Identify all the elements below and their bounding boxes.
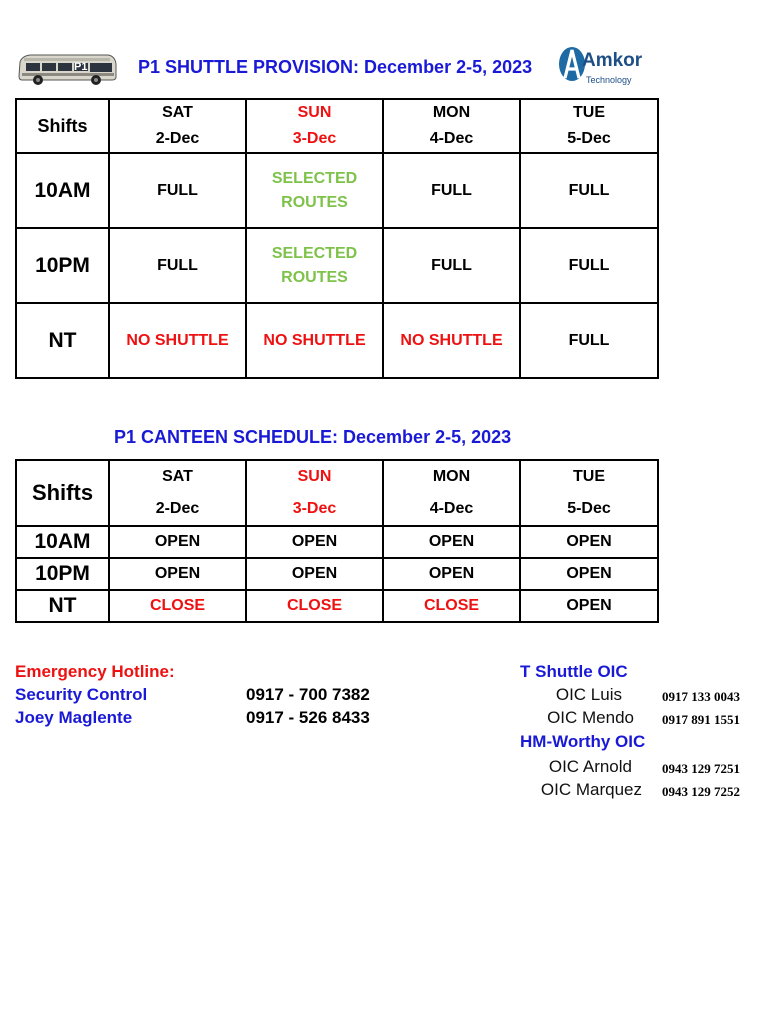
day-header-mon [383, 460, 520, 526]
logo-subtext: Technology [586, 75, 632, 85]
table-row [16, 590, 658, 622]
day-date: 2-Dec [155, 130, 200, 147]
shuttle-title: P1 SHUTTLE PROVISION: December 2-5, 2023 [138, 57, 533, 77]
oic-name: OIC Mendo [547, 708, 634, 727]
day-date: 4-Dec [429, 130, 474, 147]
oic-phone: 0943 129 7251 [662, 761, 740, 776]
status-cell: CLOSE [383, 590, 520, 622]
shifts-header: Shifts [16, 460, 109, 526]
status-cell: NO SHUTTLE [109, 303, 246, 378]
status-cell: NO SHUTTLE [246, 303, 383, 378]
table-row [16, 526, 658, 558]
status-cell: OPEN [520, 590, 658, 622]
amkor-logo [556, 38, 643, 92]
canteen-title: P1 CANTEEN SCHEDULE: December 2-5, 2023 [114, 427, 512, 447]
table-row [16, 153, 658, 228]
emergency-heading: Emergency Hotline: [15, 662, 175, 681]
status-cell: FULL [520, 303, 658, 378]
contact-name: Joey Maglente [15, 708, 133, 727]
day-date: 2-Dec [155, 500, 200, 517]
day-date: 5-Dec [567, 130, 611, 147]
status-cell: FULL [383, 153, 520, 228]
shift-label: NT [16, 303, 109, 378]
shift-label: 10PM [16, 228, 109, 303]
status-cell: SELECTED ROUTES [246, 153, 383, 228]
day-header-tue [520, 460, 658, 526]
status-cell: OPEN [109, 558, 246, 590]
oic-name: OIC Luis [555, 685, 622, 704]
status-cell: NO SHUTTLE [383, 303, 520, 378]
status-cell: SELECTED ROUTES [246, 228, 383, 303]
oic-name: OIC Marquez [540, 780, 642, 799]
day-name: SUN [297, 468, 332, 485]
contact-phone: 0917 - 526 8433 [246, 708, 370, 727]
shift-label: 10AM [16, 526, 109, 558]
bus-image [16, 50, 118, 86]
table-row [16, 228, 658, 303]
bus-label: P1 [74, 61, 88, 73]
status-cell: OPEN [520, 526, 658, 558]
canteen-table [15, 459, 659, 623]
status-cell: OPEN [246, 526, 383, 558]
oic-phone: 0943 129 7252 [662, 784, 740, 799]
oic-group-heading: T Shuttle OIC [520, 662, 628, 681]
status-cell: FULL [109, 228, 246, 303]
day-header-sat [109, 99, 246, 153]
day-name: SUN [297, 104, 332, 121]
oic-name: OIC Arnold [548, 757, 632, 776]
day-name: MON [432, 468, 471, 485]
status-cell: OPEN [383, 526, 520, 558]
day-name: MON [432, 104, 471, 121]
status-cell: CLOSE [109, 590, 246, 622]
day-name: SAT [162, 468, 193, 485]
day-name: TUE [573, 104, 605, 121]
contact-name: Security Control [15, 685, 148, 704]
shift-label: 10PM [16, 558, 109, 590]
day-header-sat [109, 460, 246, 526]
canteen-header-row [16, 460, 658, 526]
oic-phone: 0917 133 0043 [662, 689, 740, 704]
table-row [16, 303, 658, 378]
day-header-sun [246, 460, 383, 526]
day-date: 3-Dec [292, 500, 337, 517]
day-header-mon [383, 99, 520, 153]
oic-group-heading: HM-Worthy OIC [520, 732, 646, 751]
status-cell: FULL [520, 153, 658, 228]
day-header-tue [520, 99, 658, 153]
status-cell: OPEN [246, 558, 383, 590]
day-header-sun [246, 99, 383, 153]
shift-label: 10AM [16, 153, 109, 228]
shuttle-table [15, 98, 659, 379]
day-date: 3-Dec [292, 130, 337, 147]
status-cell: OPEN [109, 526, 246, 558]
shift-label: NT [16, 590, 109, 622]
day-name: SAT [162, 104, 193, 121]
status-cell: FULL [383, 228, 520, 303]
day-name: TUE [573, 468, 605, 485]
status-cell: CLOSE [246, 590, 383, 622]
contact-phone: 0917 - 700 7382 [246, 685, 370, 704]
day-date: 5-Dec [567, 500, 611, 517]
oic-phone: 0917 891 1551 [662, 712, 740, 727]
logo-text: Amkor [582, 50, 643, 71]
day-date: 4-Dec [429, 500, 474, 517]
table-row [16, 558, 658, 590]
status-cell: OPEN [383, 558, 520, 590]
shuttle-header-row [16, 99, 658, 153]
status-cell: OPEN [520, 558, 658, 590]
status-cell: FULL [520, 228, 658, 303]
status-cell: FULL [109, 153, 246, 228]
shifts-header: Shifts [16, 99, 109, 153]
